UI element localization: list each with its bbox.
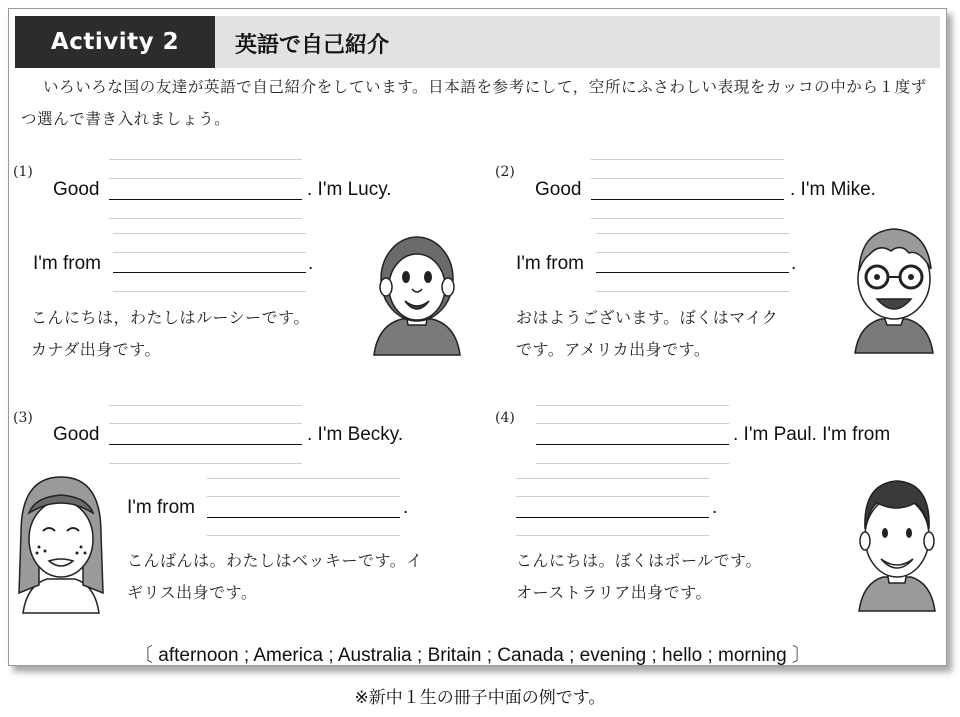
instructions-text: いろいろな国の友達が英語で自己紹介をしています。日本語を参考にして，空所にふさわしい表現をカッコの中から１度ずつ選んで書き入れましょう。 [21,78,927,128]
writing-guide-line [109,218,302,219]
exercise-1-good: Good [53,179,100,200]
exercise-3-number: (3) [13,410,33,426]
writing-guide-line [596,291,789,292]
exercise-3-jp-1: こんばんは。わたしはベッキーです。イ [127,551,423,570]
writing-guide-line [113,291,306,292]
writing-guide-line [536,423,729,424]
writing-guide-line [596,252,789,253]
writing-guide-line [516,496,709,497]
activity-label: Activity 2 [15,16,215,68]
writing-guide-line [113,252,306,253]
writing-guide-line [207,535,400,536]
lucy-icon [372,217,462,357]
caption: ※新中１生の冊子中面の例です。 [354,688,606,708]
exercise-4-number: (4) [495,410,515,426]
exercise-2-number: (2) [495,164,515,180]
writing-guide-line [109,463,302,464]
mike-icon [849,219,939,355]
exercise-2-jp-1: おはようございます。ぼくはマイク [516,308,779,327]
exercise-1-from: I'm from [33,253,102,274]
writing-guide-line [536,405,729,406]
exercise-3-good: Good [53,424,100,445]
exercise-4-jp-1: こんにちは。ぼくはポールです。 [516,551,762,570]
writing-guide-line [207,496,400,497]
exercise-1-blank-2[interactable] [113,272,306,273]
writing-guide-line [516,478,709,479]
exercise-1-number: (1) [13,164,33,180]
exercise-4-blank-2[interactable] [516,517,709,518]
exercise-2-good: Good [535,179,582,200]
writing-guide-line [516,535,709,536]
exercise-2-jp-2: です。アメリカ出身です。 [516,340,711,359]
writing-guide-line [591,159,784,160]
exercise-2-blank-2[interactable] [596,272,789,273]
exercise-3-from: I'm from [127,497,196,518]
exercise-1-name: . I'm Lucy. [307,179,392,200]
exercise-2-blank-1[interactable] [591,199,784,200]
exercise-4-period: . [712,497,718,518]
exercise-1-jp-1: こんにちは，わたしはルーシーです。 [31,308,310,327]
exercise-3-name: . I'm Becky. [307,424,404,445]
writing-guide-line [536,463,729,464]
exercise-4-name: . I'm Paul. I'm from [733,424,891,445]
activity-title: 英語で自己紹介 [235,33,390,58]
writing-guide-line [207,478,400,479]
exercise-4-blank-1[interactable] [536,444,729,445]
writing-guide-line [109,405,302,406]
word-choices: 〔 afternoon ; America ; Australia ; Britain ; Canada ; evening ; hello ; morning 〕 [134,645,811,666]
exercise-1-blank-1[interactable] [109,199,302,200]
exercise-2-from: I'm from [516,253,585,274]
exercise-4-jp-2: オーストラリア出身です。 [516,583,712,602]
writing-guide-line [109,178,302,179]
writing-guide-line [596,233,789,234]
exercise-1-jp-2: カナダ出身です。 [31,340,161,359]
exercise-1-period: . [308,253,314,274]
exercise-2-period: . [791,253,797,274]
writing-guide-line [109,423,302,424]
writing-guide-line [591,218,784,219]
writing-guide-line [109,159,302,160]
worksheet-page [8,8,947,666]
writing-guide-line [113,233,306,234]
paul-icon [855,473,939,613]
becky-icon [13,473,109,615]
exercise-3-period: . [403,497,409,518]
exercise-3-blank-1[interactable] [109,444,302,445]
writing-guide-line [591,178,784,179]
exercise-3-jp-2: ギリス出身です。 [127,583,258,602]
exercise-2-name: . I'm Mike. [790,179,876,200]
exercise-3-blank-2[interactable] [207,517,400,518]
